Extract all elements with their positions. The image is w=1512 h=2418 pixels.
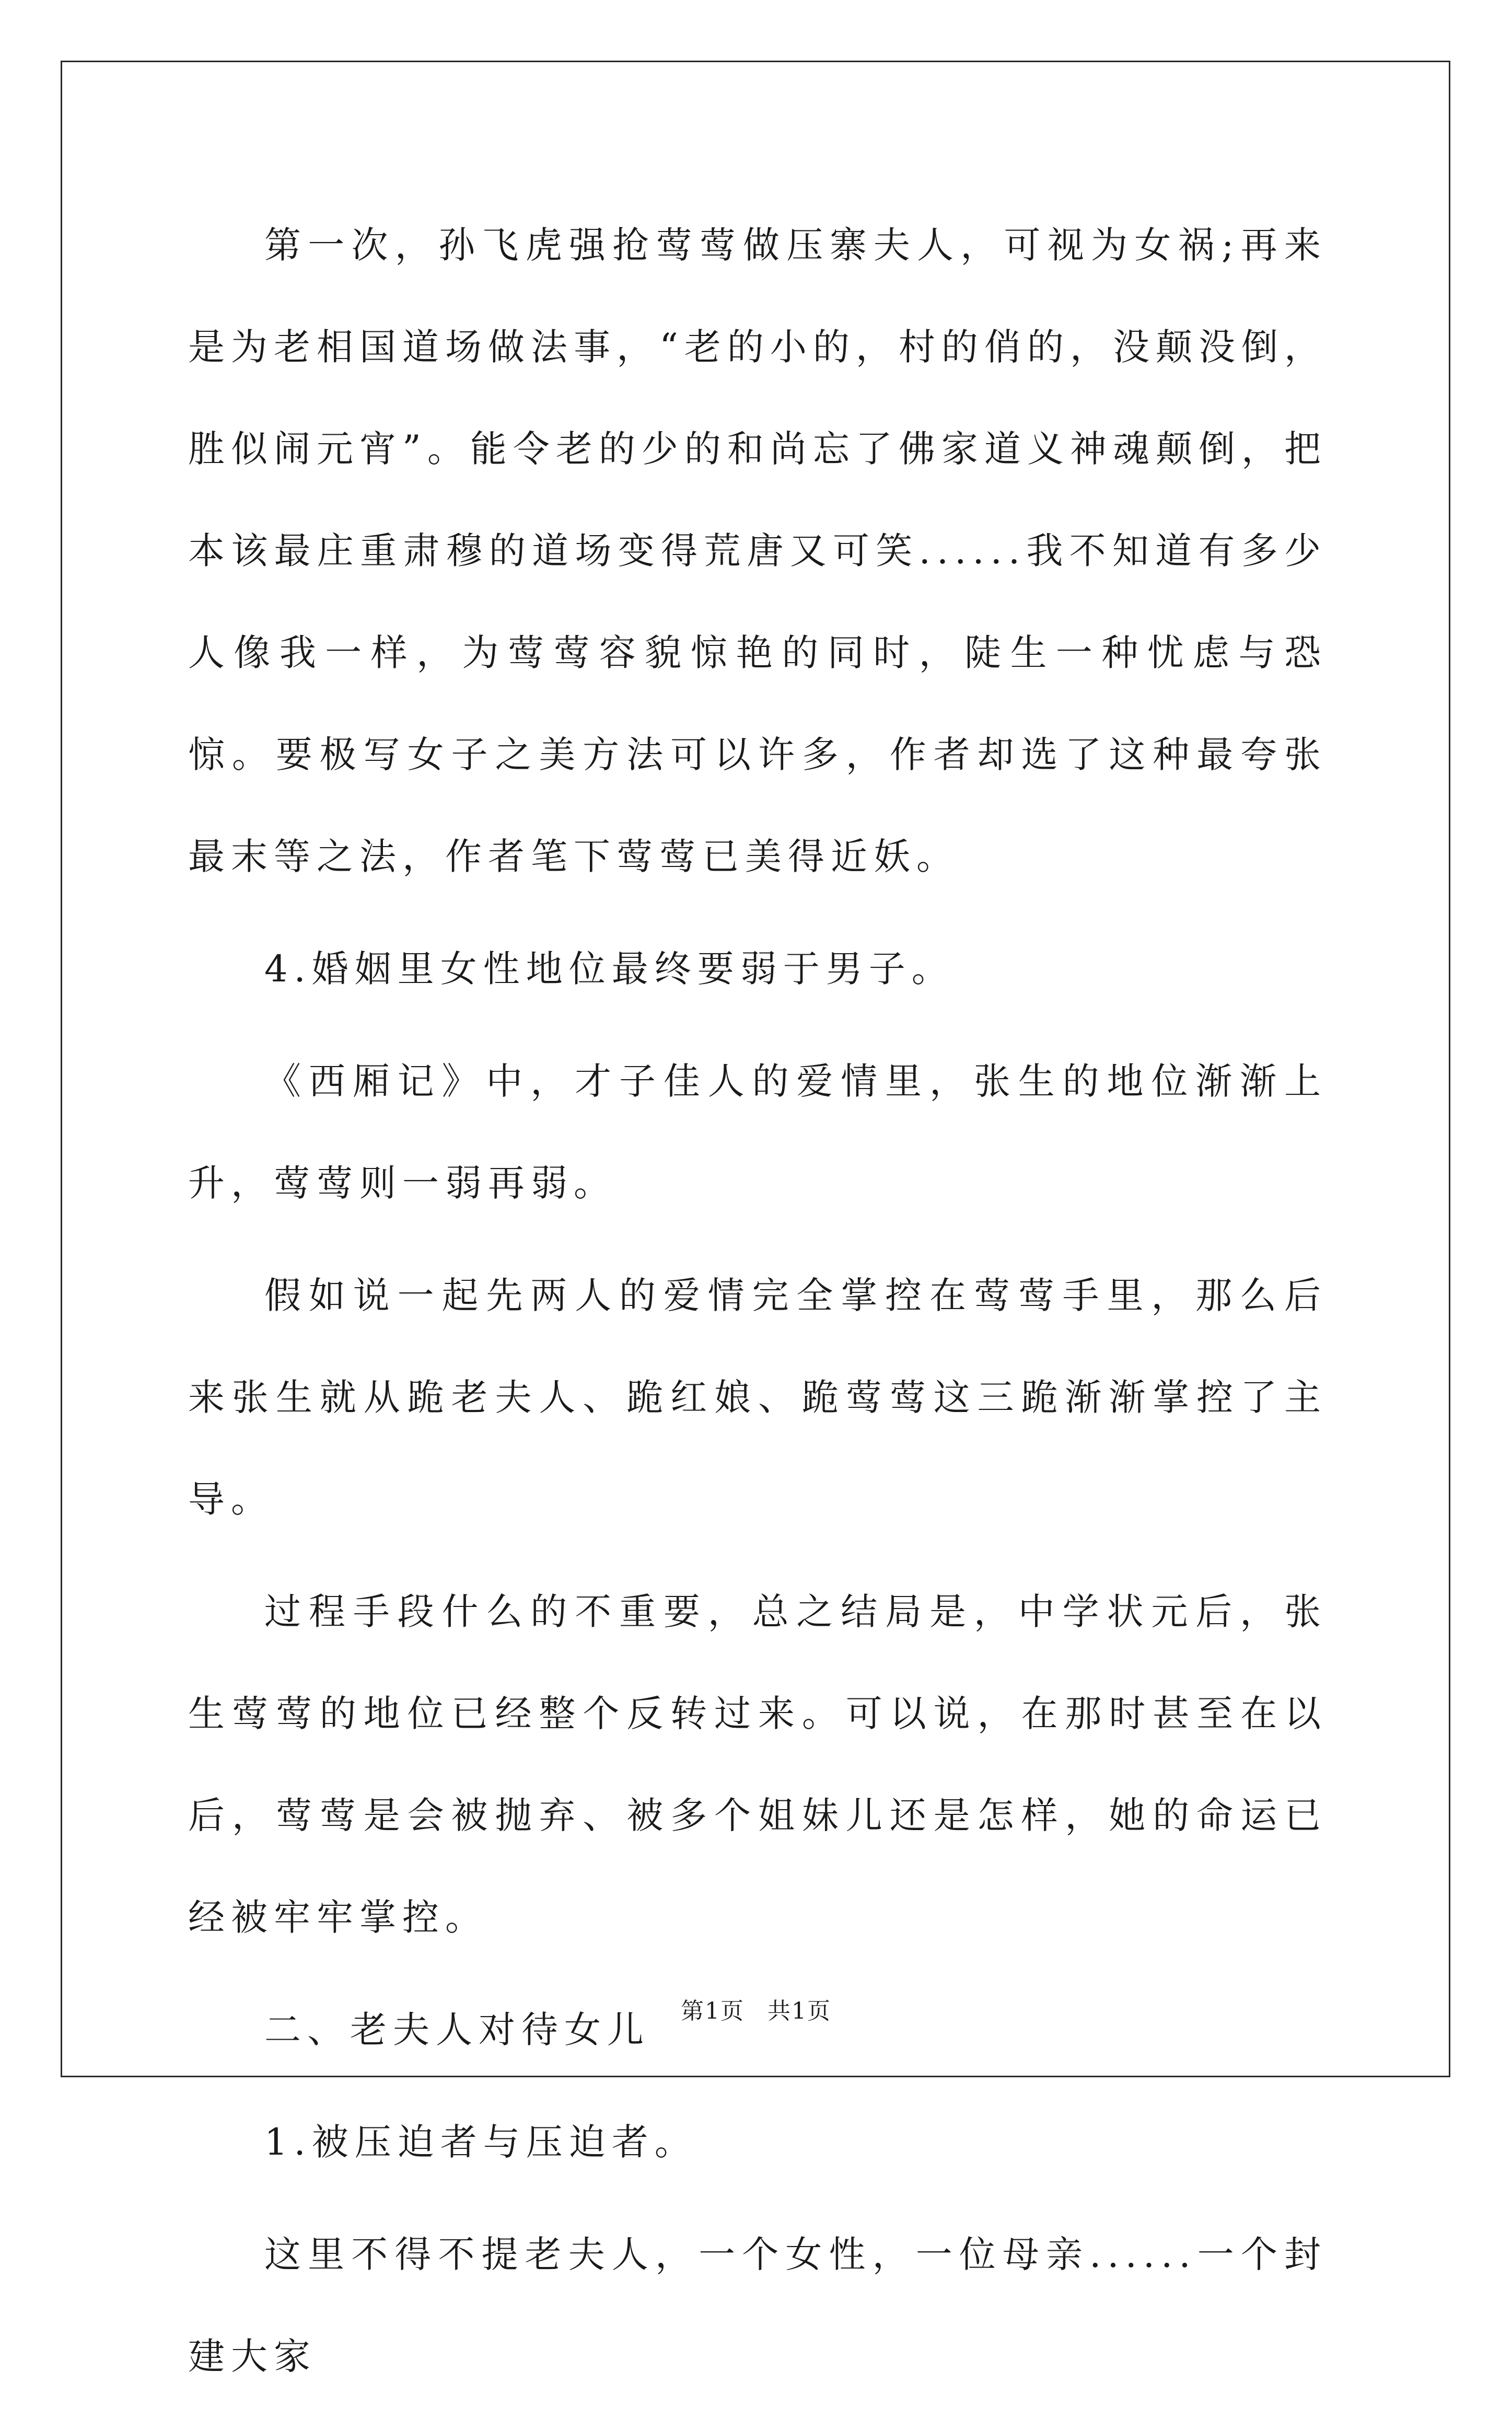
section-heading-4: 4.婚姻里女性地位最终要弱于男子。 [264,947,955,990]
section-heading-two: 二、老夫人对待女儿 [264,2008,650,2051]
document-body [188,194,1327,2418]
page-total: 共1页 [767,1998,831,2024]
subsection-heading-1: 1.被压迫者与压迫者。 [264,2121,697,2164]
paragraph-xixiangji-status: 《西厢记》中，才子佳人的爱情里，张生的地位渐渐上升，莺莺则一弱再弱。 [188,1060,1327,1205]
page-footer [0,1992,1512,2026]
page-number: 第1页 [681,1998,745,2024]
paragraph-three-kneels: 假如说一起先两人的爱情完全掌控在莺莺手里，那么后来张生就从跪老夫人、跪红娘、跪莺莺这三跪渐渐掌控了主导。 [188,1274,1327,1521]
paragraph-old-madam: 这里不得不提老夫人，一个女性，一位母亲......一个封建大家 [188,2233,1327,2378]
paragraph-reversal: 过程手段什么的不重要，总之结局是，中学状元后，张生莺莺的地位已经整个反转过来。可以说，在那时甚至在以后，莺莺是会被抛弃、被多个姐妹儿还是怎样，她的命运已经被牢牢掌控。 [188,1590,1327,1939]
paragraph-beauty-as-calamity: 第一次，孙飞虎强抢莺莺做压寨夫人，可视为女祸;再来是为老相国道场做法事，“老的小的，村的俏的，没颠没倒，胜似闹元宵”。能令老的少的和尚忘了佛家道义神魂颠倒，把本该最庄重肃穆的道场变得荒唐又可笑......我不知道有多少人像我一样，为莺莺容貌惊艳的同时，陡生一种忧虑与恐惊。要极写女子之美方法可以许多，作者却选了这种最夸张最末等之法，作者笔下莺莺已美得近妖。 [188,224,1327,878]
